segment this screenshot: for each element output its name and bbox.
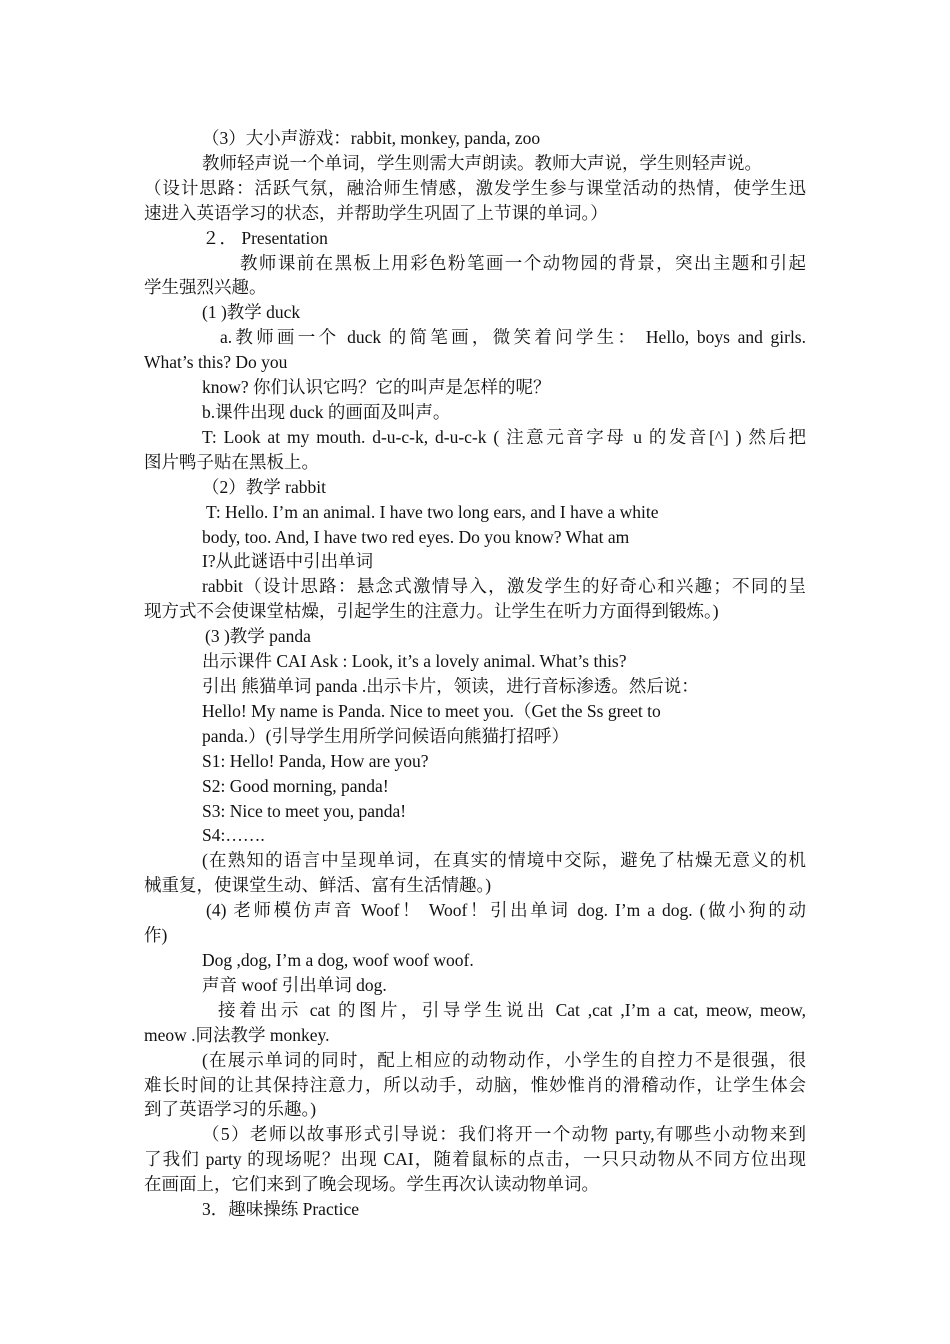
text-line: I?从此谜语中引出单词: [202, 551, 374, 571]
text-line: 在画面上，它们来到了晚会现场。学生再次认读动物单词。: [144, 1174, 599, 1194]
text-line: 现方式不会使课堂枯燥，引起学生的注意力。让学生在听力方面得到锻炼。): [144, 601, 719, 621]
text-line: T: Hello. I’m an animal. I have two long ears, and I have a white: [206, 502, 659, 522]
text-line: （设计思路：活跃气氛，融洽师生情感，激发学生参与课堂活动的热情，使学生迅: [144, 178, 806, 198]
text-line: 教师轻声说一个单词，学生则需大声朗读。教师大声说，学生则轻声说。: [202, 153, 762, 173]
text-line: 图片鸭子贴在黑板上。: [144, 452, 319, 472]
text-line: （3）大小声游戏：rabbit, monkey, panda, zoo: [202, 128, 541, 148]
text-line: rabbit（设计思路：悬念式激情导入，激发学生的好奇心和兴趣；不同的呈: [202, 576, 806, 596]
subsection-heading: (3 )教学 panda: [205, 626, 311, 646]
text-line: 声音 woof 引出单词 dog.: [202, 975, 387, 995]
text-line: a.教师画一个 duck 的简笔画，微笑着问学生： Hello, boys and girls.: [220, 327, 806, 347]
text-line: 难长时间的让其保持注意力，所以动手，动脑，惟妙惟肖的滑稽动作，让学生体会: [144, 1075, 806, 1095]
text-line: (在展示单词的同时，配上相应的动物动作，小学生的自控力不是很强，很: [202, 1050, 806, 1070]
text-line: 出示课件 CAI Ask : Look, it’s a lovely animal. What’s this?: [202, 651, 627, 671]
text-line: body, too. And, I have two red eyes. Do you know? What am: [202, 527, 630, 547]
text-line: 械重复，使课堂生动、鲜活、富有生活情趣。): [144, 875, 492, 895]
text-line: panda.）(引导学生用所学问候语向熊猫打招呼）: [202, 726, 569, 746]
text-line: （5）老师以故事形式引导说：我们将开一个动物 party,有哪些小动物来到: [202, 1124, 806, 1144]
text-line: (在熟知的语言中呈现单词，在真实的情境中交际，避免了枯燥无意义的机: [202, 850, 806, 870]
text-line: Hello! My name is Panda. Nice to meet you.（Get the Ss greet to: [202, 701, 661, 721]
text-line: know? 你们认识它吗？它的叫声是怎样的呢？: [202, 377, 551, 397]
text-line: 了我们 party 的现场呢？出现 CAI，随着鼠标的点击，一只只动物从不同方位出现: [144, 1149, 806, 1169]
text-line: b.课件出现 duck 的画面及叫声。: [202, 402, 451, 422]
dialogue-line: S4:…….: [202, 825, 265, 845]
section-heading: ２． Presentation: [202, 228, 328, 248]
text-line: What’s this? Do you: [144, 352, 288, 372]
dialogue-line: S1: Hello! Panda, How are you?: [202, 751, 429, 771]
text-line: Dog ,dog, I’m a dog, woof woof woof.: [202, 950, 474, 970]
text-line: 教师课前在黑板上用彩色粉笔画一个动物园的背景，突出主题和引起: [240, 253, 806, 273]
dialogue-line: S3: Nice to meet you, panda!: [202, 801, 407, 821]
text-line: meow .同法教学 monkey.: [144, 1025, 330, 1045]
text-line: 学生强烈兴趣。: [144, 277, 267, 297]
text-line: 接着出示 cat 的图片，引导学生说出 Cat ,cat ,I’m a cat, meow, meow,: [218, 1000, 806, 1020]
section-heading: 3．趣味操练 Practice: [202, 1199, 359, 1219]
text-line: 速进入英语学习的状态，并帮助学生巩固了上节课的单词。）: [144, 203, 608, 223]
text-line: 引出 熊猫单词 panda .出示卡片，领读，进行音标渗透。然后说：: [202, 676, 699, 696]
subsection-heading: (1 )教学 duck: [202, 302, 301, 322]
dialogue-line: S2: Good morning, panda!: [202, 776, 389, 796]
text-line: (4) 老师模仿声音 Woof！ Woof！引出单词 dog. I’m a dog. (做小狗的动: [206, 900, 806, 920]
text-line: T: Look at my mouth. d-u-c-k, d-u-c-k ( 注意元音字母 u 的发音[^] ) 然后把: [202, 427, 806, 447]
subsection-heading: （2）教学 rabbit: [202, 477, 326, 497]
text-line: 到了英语学习的乐趣。): [144, 1099, 317, 1119]
text-line: 作): [144, 925, 168, 945]
